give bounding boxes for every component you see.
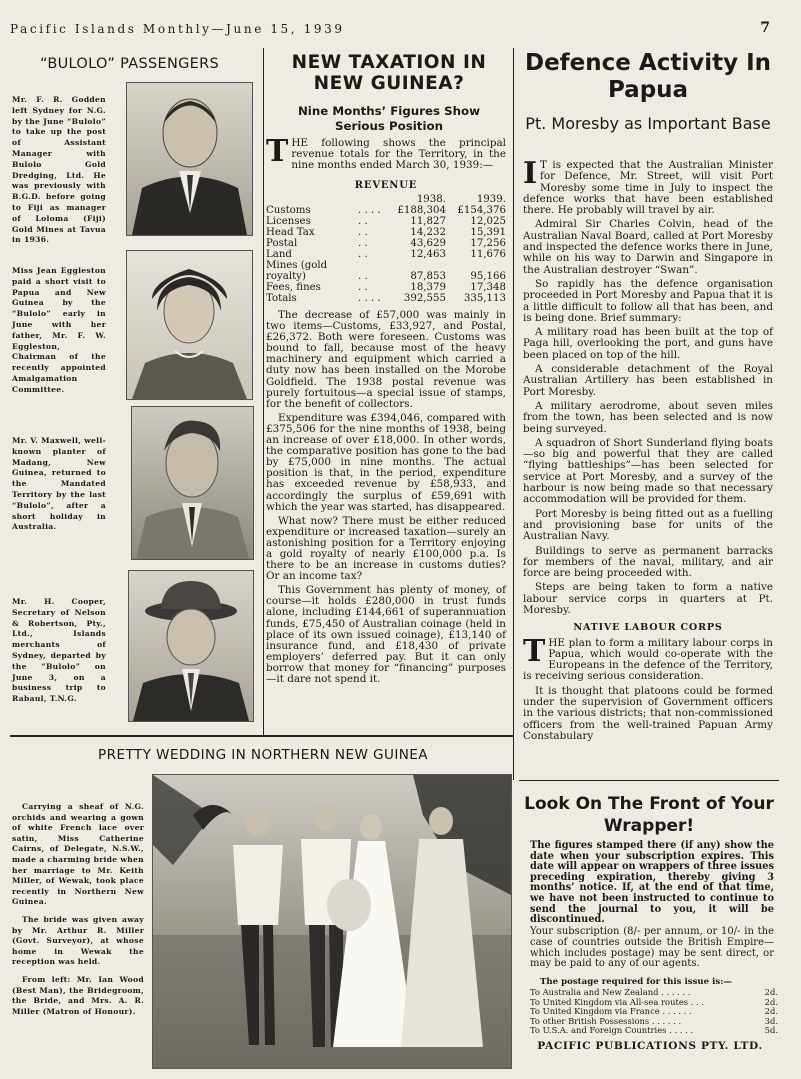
revenue-row — [266, 227, 506, 238]
bulolo-heading: “BULOLO” PASSENGERS — [40, 56, 219, 72]
row-label: Land — [266, 249, 292, 260]
wrapper-title: Look On The Front of Your Wrapper! — [524, 794, 774, 836]
drop-cap: I — [523, 156, 538, 191]
caption-godden: Mr. F. R. Godden left Sydney for N.G. by the June “Bulolo” to take up the post of Assistant Manager with Bulolo Gold Dredging, Ltd. He was previously with B.G.D. before going to Fiji as manager of Loloma (Fiji) Gold Mines at Tavua in 1936. — [12, 95, 106, 245]
row-1939: 15,391 — [470, 227, 506, 238]
row-label: Licenses — [266, 216, 311, 227]
year-1938: 1938. — [416, 194, 446, 205]
photo-eggleston — [126, 250, 253, 400]
revenue-row — [266, 282, 506, 293]
paragraph: The bride was given away by Mr. Arthur R. Miller (Govt. Surveyor), at whose home in Wewak the reception was held. — [12, 914, 144, 967]
caption-eggleston: Miss Jean Eggleston paid a short visit to Papua and New Guinea by the “Bulolo” early in June with her father, Mr. F. W. Eggleston, Chairman of the recently appointed Amalgamation Committee. — [12, 266, 106, 394]
row-1938: 11,827 — [410, 216, 446, 227]
photo-wedding — [152, 774, 512, 1069]
defence-body — [523, 156, 773, 745]
row-1938: 14,232 — [410, 227, 446, 238]
wedding-caption — [12, 802, 144, 1017]
running-header — [10, 22, 770, 36]
paragraph: This Government has plenty of money, of course—it holds £280,000 in trust funds alone, including £144,661 of superannuation funds, £75,450 of Australian coinage (held in place of its own issued coinage), £13,140 of insurance fund, and £18,430 of private employers’ deferred pay. But it can only borrow that money for “financing” purposes—it dare not spend it. — [266, 584, 506, 685]
taxation-intro — [266, 134, 506, 172]
year-1939: 1939. — [476, 194, 506, 205]
row-dots: . . . . — [358, 293, 381, 304]
labour-intro-text: HE plan to form a military labour corps in Papua, which would co-operate with the Europeans in the defence of the Territory, is receiving serious consideration. — [523, 636, 773, 683]
wrapper-bold-text: The figures stamped there (if any) show the date when your subscription expires. This date will appear on wrappers of three issues preceding expiration, thereby giving 3 months’ notice. If, at the end of that time, we have not been instructed to continue to send the journal to you, it will be discontinued. — [530, 840, 774, 926]
paragraph: What now? There must be either reduced expenditure or increased taxation—surely an astonishing position for a Territory enjoying a gold royalty of nearly £100,000 p.a. Is there to be an increase in customs duties? Or an income tax? — [266, 514, 506, 583]
drop-cap: T — [266, 134, 289, 169]
paragraph: Steps are being taken to form a native labour service corps in quarters at Pt. Moresby. — [523, 581, 773, 616]
row-1939: 17,348 — [470, 282, 506, 293]
photo-cooper — [128, 570, 254, 722]
revenue-row — [266, 293, 506, 304]
paragraph: Admiral Sir Charles Colvin, head of the Australian Naval Board, called at Port Moresby and inspected the defence works there in June, while on his way to Darwin and Singapore in the Australian destroyer “Swan”. — [523, 218, 773, 276]
row-1939: 12,025 — [470, 216, 506, 227]
paragraph: Port Moresby is being fitted out as a fuelling and provisioning base for units of the Australian Navy. — [523, 507, 773, 543]
page-number: 7 — [760, 20, 770, 36]
postage-destination: To other British Possessions . . . . . . — [530, 1015, 682, 1026]
wrapper-body: Your subscription (8/- per annum, or 10/- in the case of countries outside the British Empire—which includes postage) may be sent direct, or may be paid to any of our agents. — [530, 926, 774, 970]
taxation-body — [266, 310, 506, 688]
row-dots: . . — [358, 282, 368, 293]
postage-price: 3d. — [764, 1015, 778, 1026]
row-dots: . . — [358, 216, 368, 227]
row-dots: . . . . — [358, 205, 381, 216]
revenue-row — [266, 205, 506, 216]
postage-heading: The postage required for this issue is:— — [540, 977, 732, 987]
postage-row — [530, 1026, 778, 1036]
paragraph: Buildings to serve as permanent barracks for members of the naval, military, and air force are being proceeded with. — [523, 544, 773, 580]
row-1938: 43,629 — [410, 238, 446, 249]
revenue-row — [266, 216, 506, 227]
revenue-table-title: REVENUE — [354, 180, 418, 191]
section-rule — [10, 735, 513, 737]
paragraph: The decrease of £57,000 was mainly in two items—Customs, £33,927, and Postal, £26,372. Both were foreseen. Customs was bound to fall, because most of the heavy machinery and equipment which carried a duty now has been installed on the Morobe Goldfield. The 1938 postal revenue was purely fortuitous—a special issue of stamps, for the benefit of collectors. — [266, 309, 506, 410]
paragraph: From left: Mr. Ian Wood (Best Man), the Bridegroom, the Bride, and Mrs. A. R. Miller (Matron of Honour). — [12, 974, 144, 1016]
publisher-name: PACIFIC PUBLICATIONS PTY. LTD. — [537, 1040, 763, 1052]
column-rule — [513, 48, 514, 780]
row-dots: . . — [358, 227, 368, 238]
native-labour-subhead: NATIVE LABOUR CORPS — [573, 622, 723, 634]
row-1939: 17,256 — [470, 238, 506, 249]
postage-price: 2d. — [764, 1006, 778, 1017]
row-label: Totals — [266, 293, 297, 304]
photo-maxwell — [131, 406, 254, 560]
postage-destination: To Australia and New Zealand . . . . . . — [530, 987, 691, 997]
paragraph: So rapidly has the defence organisation proceeded in Port Moresby and Papua that it is a little difficult to follow all that has been, and is being done. Brief summary: — [523, 277, 773, 324]
row-1939: 95,166 — [470, 271, 506, 282]
postage-destination: To United Kingdom via All-sea routes . . . — [530, 996, 705, 1007]
row-label: Mines (gold royalty) — [266, 260, 328, 282]
caption-cooper: Mr. H. Cooper, Secretary of Nelson & Robertson, Pty., Ltd., Islands merchants of Sydney, departed by the “Bulolo” on June 3, on a business trip to Rabaul, T.N.G. — [12, 597, 106, 704]
revenue-row — [266, 238, 506, 249]
revenue-row — [266, 249, 506, 260]
row-1939: £154,376 — [457, 205, 506, 216]
row-label: Customs — [266, 205, 311, 216]
revenue-row — [266, 260, 506, 282]
row-dots: . . — [358, 271, 368, 282]
revenue-year-row — [266, 194, 506, 205]
row-1938: 12,463 — [410, 249, 446, 260]
defence-intro-text: T is expected that the Australian Minister for Defence, Mr. Street, will visit Port Moresby some time in July to inspect the defence works that have been established there. He probably will travel by air. — [523, 159, 773, 217]
row-label: Head Tax — [266, 227, 315, 238]
drop-cap: T — [523, 633, 546, 669]
section-rule — [519, 780, 779, 781]
postage-destination: To U.S.A. and Foreign Countries . . . . . — [530, 1025, 694, 1036]
row-1939: 335,113 — [463, 293, 506, 304]
revenue-table — [266, 194, 506, 304]
defence-title: Defence Activity In Papua — [524, 50, 772, 103]
photo-godden — [126, 82, 253, 236]
paragraph: Carrying a sheaf of N.G. orchids and wearing a gown of white French lace over satin, Miss Catherine Cairns, of Delegate, N.S.W., made a charming bride when her marriage to Mr. Keith Miller, of Wewak, took place recently in Northern New Guinea. — [12, 802, 144, 907]
column-rule — [263, 48, 264, 736]
row-1938: 87,853 — [410, 271, 446, 282]
taxation-subtitle: Nine Months’ Figures Show Serious Position — [297, 104, 481, 133]
taxation-intro-text: HE following shows the principal revenue totals for the Territory, in the nine months ended March 30, 1939:— — [291, 137, 506, 172]
postage-price: 2d. — [764, 996, 778, 1007]
postage-table — [530, 988, 778, 1036]
paragraph: It is thought that platoons could be formed under the supervision of Government officers in the various districts; that non-commissioned officers from the well-trained Papuan Army Constabulary — [523, 684, 773, 742]
postage-destination: To United Kingdom via France . . . . . . — [530, 1006, 692, 1017]
row-1938: £188,304 — [397, 205, 446, 216]
wedding-heading: PRETTY WEDDING IN NORTHERN NEW GUINEA — [98, 747, 428, 763]
row-label: Postal — [266, 238, 298, 249]
paragraph: A considerable detachment of the Royal Australian Artillery has been established in Port Moresby. — [523, 363, 773, 398]
paragraph: A squadron of Short Sunderland flying boats—so big and powerful that they are called “flying battleships”—has been selected for service at Port Moresby, and a survey of the harbour is now being made so that necessary accommodation will be provided for them. — [523, 436, 773, 506]
caption-maxwell: Mr. V. Maxwell, well-known planter of Madang, New Guinea, returned to the Mandated Territory by the last “Bulolo”, after a short holiday in Australia. — [12, 436, 106, 532]
row-1939: 11,676 — [470, 249, 506, 260]
taxation-title: NEW TAXATION IN NEW GUINEA? — [291, 52, 487, 94]
row-label: Fees, fines — [266, 282, 321, 293]
paragraph: Expenditure was £394,046, compared with £375,506 for the nine months of 1938, being an increase of over £18,000. In other words, the comparative position has gone to the bad by £75,000 in nine months. The actual position is that, in the period, expenditure has exceeded revenue by £58,933, and accordingly the surplus of £59,691 with which the year was started, has disappeared. — [266, 411, 506, 513]
row-dots: . . — [358, 249, 368, 260]
journal-title: Pacific Islands Monthly—June 15, 1939 — [10, 22, 345, 36]
row-dots: . . — [358, 238, 368, 249]
paragraph: A military road has been built at the top of Paga hill, overlooking the port, and guns have been placed on top of the hill. — [523, 326, 773, 361]
paragraph: A military aerodrome, about seven miles from the town, has been selected and is now being surveyed. — [523, 399, 773, 435]
defence-subtitle: Pt. Moresby as Important Base — [525, 114, 771, 133]
postage-price: 2d. — [764, 987, 778, 997]
row-1938: 18,379 — [410, 282, 446, 293]
row-1938: 392,555 — [403, 293, 446, 304]
postage-price: 5d. — [764, 1025, 778, 1036]
